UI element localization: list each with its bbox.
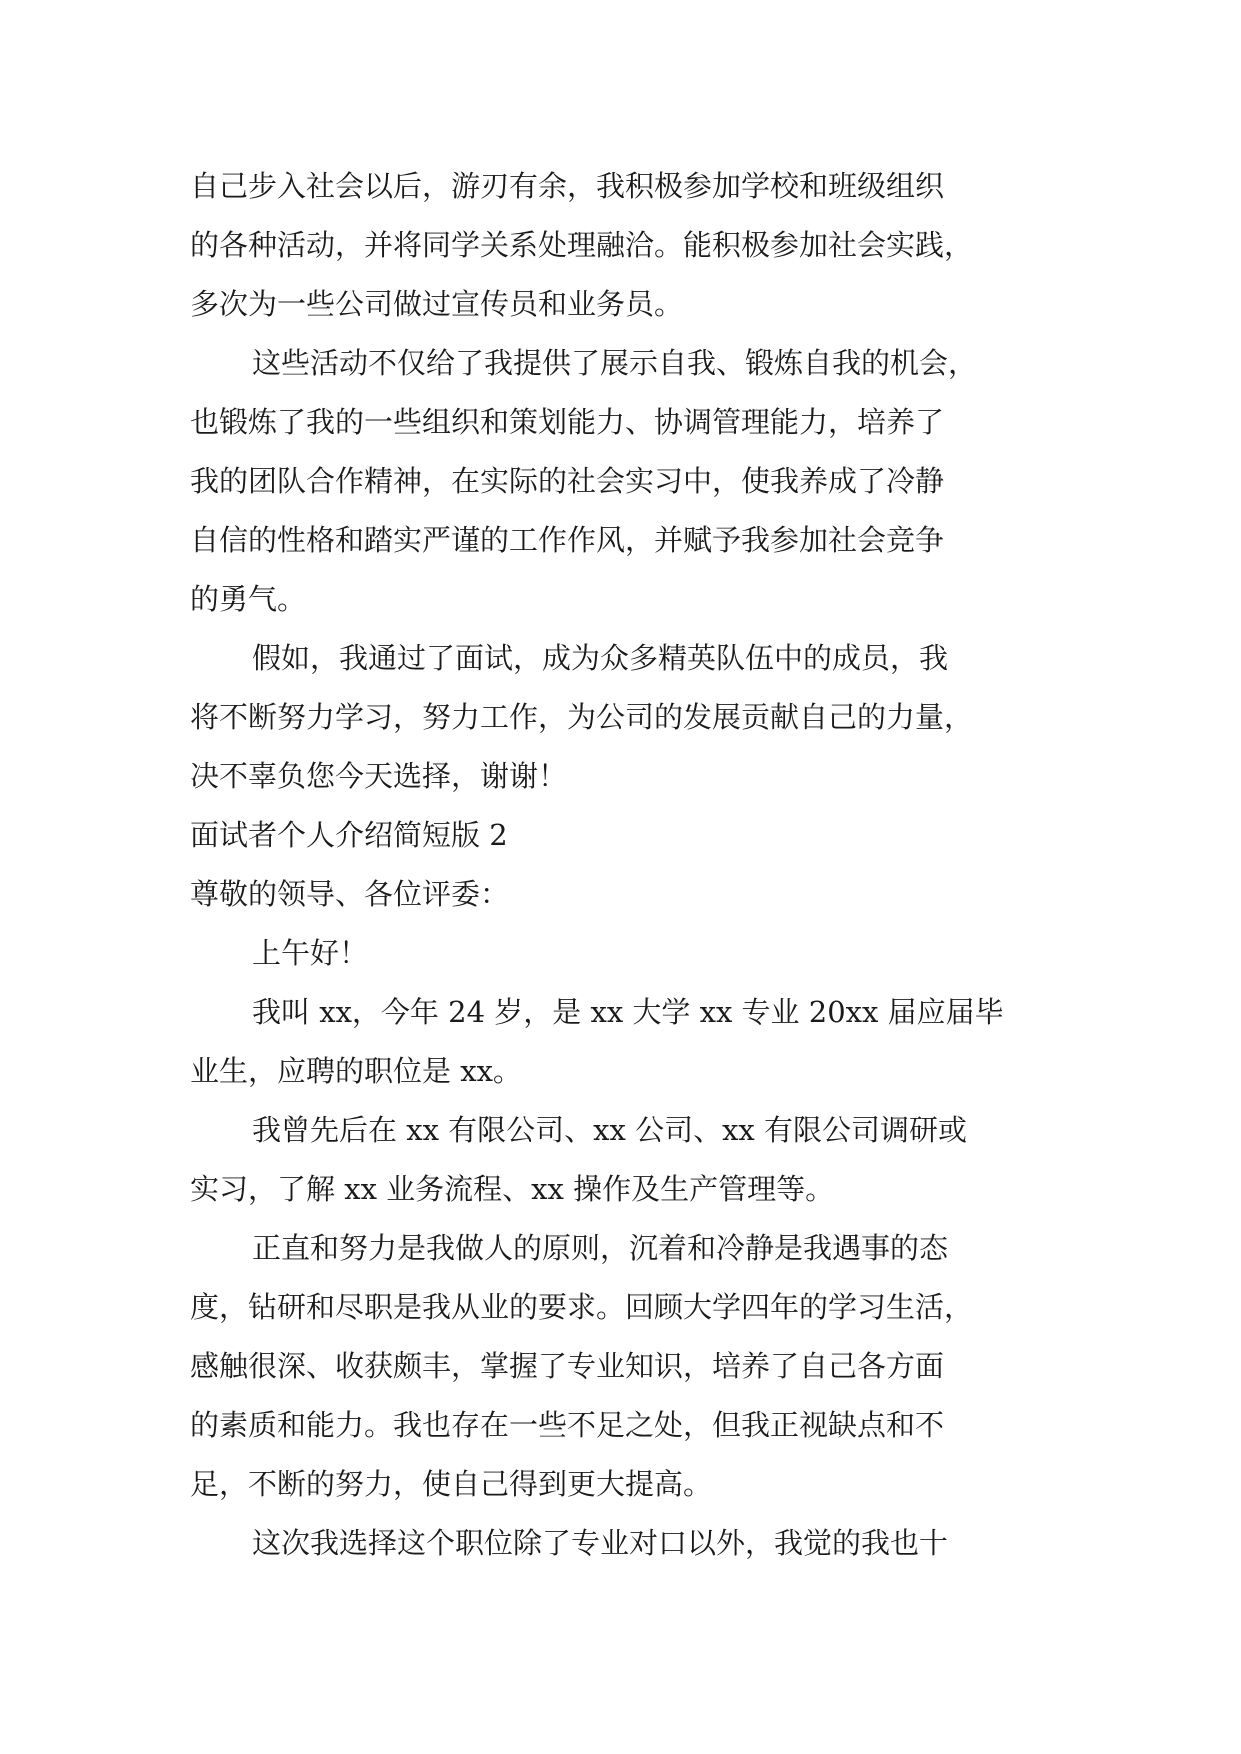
paragraph-line: 的勇气。 [190, 582, 307, 616]
paragraph-line: 多次为一些公司做过宣传员和业务员。 [190, 287, 684, 321]
greeting: 上午好！ [252, 936, 369, 970]
paragraph-line: 这次我选择这个职位除了专业对口以外，我觉的我也十 [252, 1526, 949, 1560]
paragraph-line: 我叫 xx，今年 24 岁，是 xx 大学 xx 专业 20xx 届应届毕 [252, 995, 1004, 1029]
paragraph-line: 正直和努力是我做人的原则，沉着和冷静是我遇事的态 [252, 1231, 949, 1265]
paragraph-line: 我的团队合作精神，在实际的社会实习中，使我养成了冷静 [190, 464, 945, 498]
paragraph-line: 将不断努力学习，努力工作，为公司的发展贡献自己的力量， [190, 700, 974, 734]
salutation: 尊敬的领导、各位评委： [190, 877, 510, 911]
paragraph-line: 我曾先后在 xx 有限公司、xx 公司、xx 有限公司调研或 [252, 1113, 968, 1147]
paragraph-line: 足，不断的努力，使自己得到更大提高。 [190, 1467, 713, 1501]
paragraph-line: 实习，了解 xx 业务流程、xx 操作及生产管理等。 [190, 1172, 835, 1206]
paragraph-line: 假如，我通过了面试，成为众多精英队伍中的成员，我 [252, 641, 949, 675]
paragraph-line: 感触很深、收获颇丰，掌握了专业知识，培养了自己各方面 [190, 1349, 945, 1383]
paragraph-line: 决不辜负您今天选择，谢谢！ [190, 759, 568, 793]
paragraph-line: 度，钻研和尽职是我从业的要求。回顾大学四年的学习生活， [190, 1290, 974, 1324]
paragraph-line: 的素质和能力。我也存在一些不足之处，但我正视缺点和不 [190, 1408, 945, 1442]
paragraph-line: 这些活动不仅给了我提供了展示自我、锻炼自我的机会， [252, 346, 978, 380]
paragraph-line: 自信的性格和踏实严谨的工作作风，并赋予我参加社会竞争 [190, 523, 945, 557]
paragraph-line: 也锻炼了我的一些组织和策划能力、协调管理能力，培养了 [190, 405, 945, 439]
paragraph-line: 的各种活动，并将同学关系处理融洽。能积极参加社会实践， [190, 228, 974, 262]
section-title: 面试者个人介绍简短版 2 [190, 818, 508, 852]
paragraph-line: 业生，应聘的职位是 xx。 [190, 1054, 522, 1088]
paragraph-line: 自己步入社会以后，游刃有余，我积极参加学校和班级组织 [190, 169, 945, 203]
